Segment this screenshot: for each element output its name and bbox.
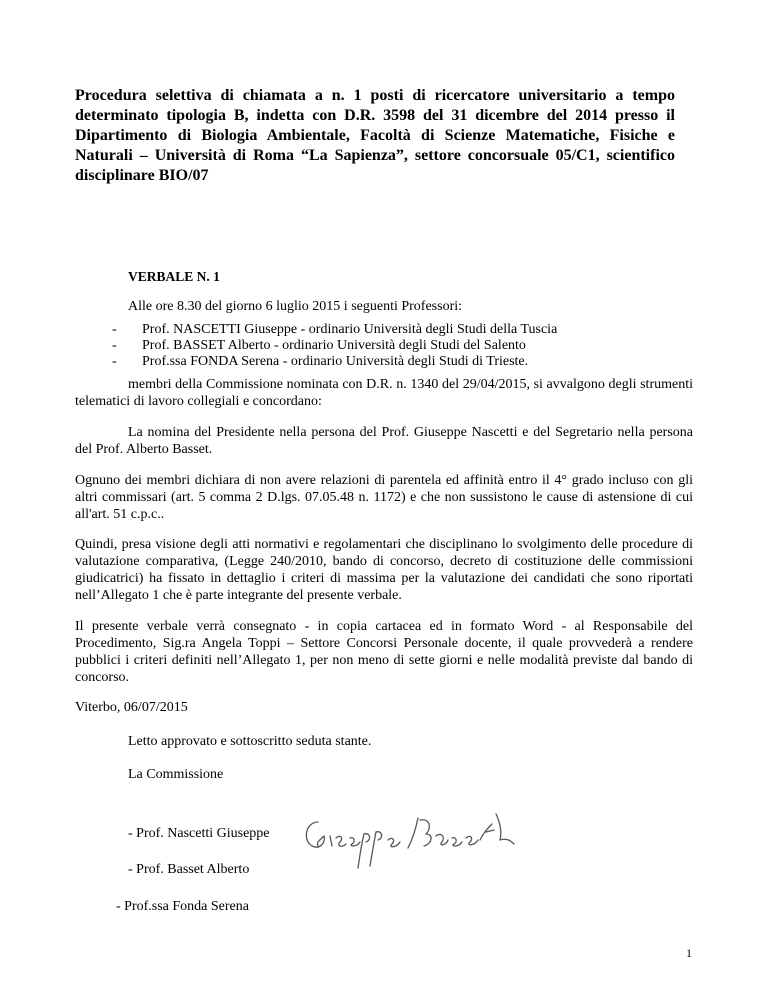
commission-label: La Commissione [128,767,224,782]
signatory-3: - Prof.ssa Fonda Serena [116,899,249,914]
member-marker: - [112,322,117,337]
intro-line: Alle ore 8.30 del giorno 6 luglio 2015 i seguenti Professori: [128,299,463,314]
member-text: Prof. NASCETTI Giuseppe - ordinario Università degli Studi della Tuscia [142,322,558,337]
member-item [112,338,557,354]
paragraph-nomina: La nomina del Presidente nella persona del Prof. Giuseppe Nascetti e del Segretario nella persona del Prof. Alberto Basset. [75,425,693,457]
members-list [112,322,557,370]
member-item [112,322,557,338]
member-marker: - [112,338,117,353]
place-date: Viterbo, 06/07/2015 [75,700,188,715]
signatory-1: - Prof. Nascetti Giuseppe [128,826,270,841]
member-text: Prof.ssa FONDA Serena - ordinario Università degli Studi di Trieste. [142,354,529,369]
approval-line: Letto approvato e sottoscritto seduta stante. [128,734,372,749]
page-number: 1 [686,946,692,960]
member-item [112,354,557,370]
signatory-2: - Prof. Basset Alberto [128,862,250,877]
document-title: Procedura selettiva di chiamata a n. 1 posti di ricercatore universitario a tempo determinato tipologia B, indetta con D.R. 3598 del 31 dicembre del 2014 presso il Dipartimento di Biologia Ambientale, Facoltà di Scienze Matematiche, Fisiche e Naturali – Università di Roma “La Sapienza”, settore concorsuale 05/C1, scientifico disciplinare BIO/07 [75,87,675,184]
member-text: Prof. BASSET Alberto - ordinario Università degli Studi del Salento [142,338,526,353]
paragraph-delivery: Il presente verbale verrà consegnato - in copia cartacea ed in formato Word - al Responsabile del Procedimento, Sig.ra Angela Toppi – Settore Concorsi Personale docente, il quale provvederà a rendere pubblici i criteri definiti nell’Allegato 1, per non meno di sette giorni e nelle modalità previste dal bando di concorso. [75,619,693,685]
paragraph-commission: membri della Commissione nominata con D.R. n. 1340 del 29/04/2015, si avvalgono degli strumenti telematici di lavoro collegiali e concordano: [75,377,693,409]
member-marker: - [112,354,117,369]
handwritten-signature [296,802,526,872]
verbale-heading: VERBALE N. 1 [128,269,220,284]
paragraph-criteria: Quindi, presa visione degli atti normativi e regolamentari che disciplinano lo svolgimento delle procedure di valutazione comparativa, (Legge 240/2010, bando di concorso, decreto di costituzione delle commissioni giudicatrici) ha fissato in dettaglio i criteri di massima per la valutazione dei candidati che sono riportati nell’Allegato 1 che è parte integrante del presente verbale. [75,537,693,603]
paragraph-affinity: Ognuno dei membri dichiara di non avere relazioni di parentela ed affinità entro il 4° grado incluso con gli altri commissari (art. 5 comma 2 D.lgs. 07.05.48 n. 1172) e che non sussistono le cause di astensione di cui all'art. 51 c.p.c.. [75,473,693,522]
